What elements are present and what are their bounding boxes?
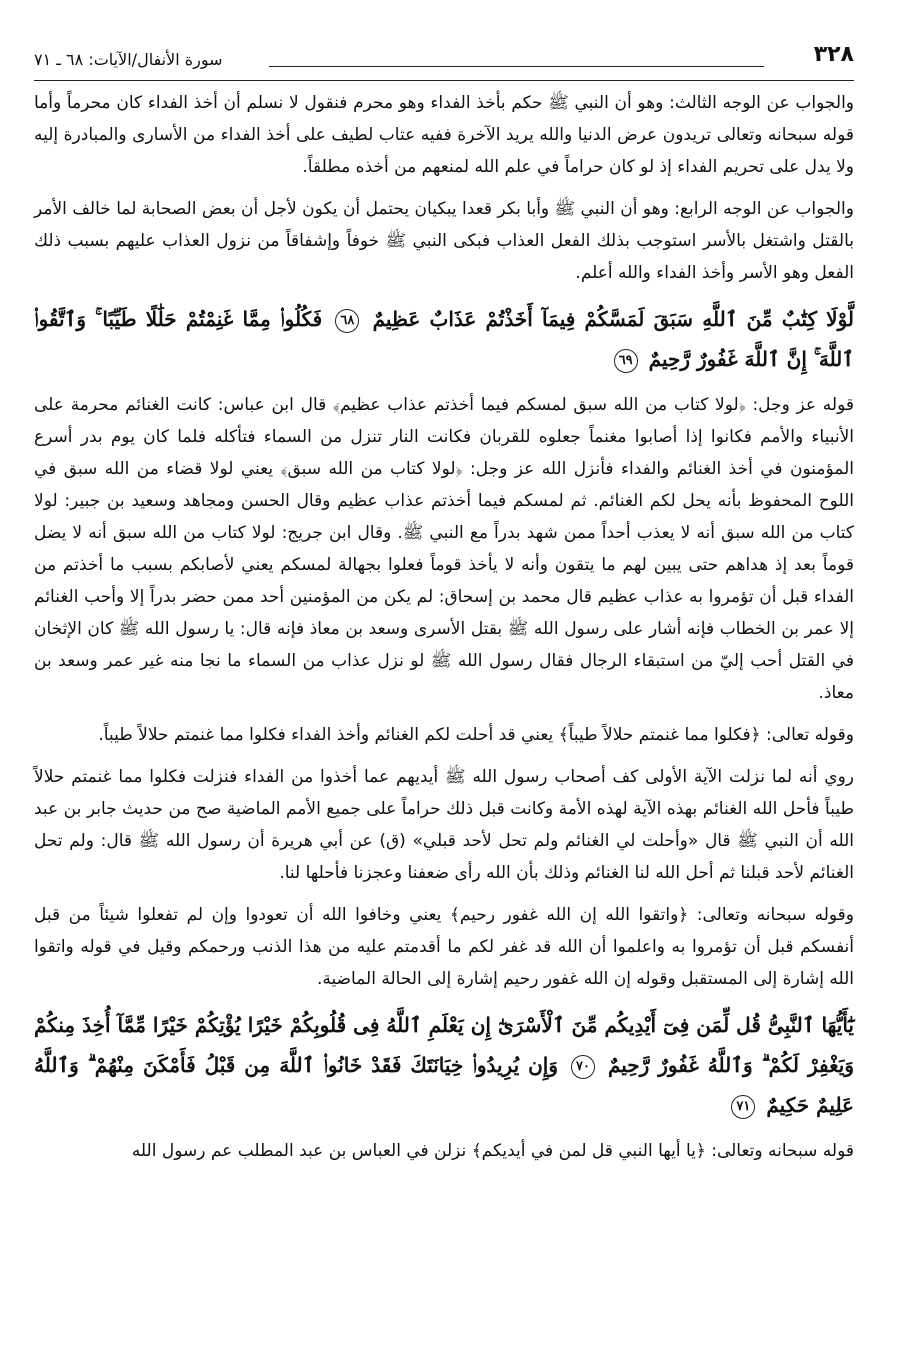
quran-verses-70-71 <box>34 1005 854 1125</box>
quran-verses-68-69 <box>34 299 854 379</box>
ayah-number-69: ٦٩ <box>614 349 638 373</box>
page-header <box>34 40 854 81</box>
quran-verse-69: فَكُلُوا۟ مِمَّا غَنِمْتُمْ حَلَٰلًا طَيِّبًا ۚ وَٱتَّقُوا۟ ٱللَّهَ ۚ إِنَّ ٱللَّهَ غَفُورٌ رَّحِيمٌ <box>34 307 854 371</box>
quran-verse-70: يَٰٓأَيُّهَا ٱلنَّبِىُّ قُل لِّمَن فِىٓ أَيْدِيكُم مِّنَ ٱلْأَسْرَىٰٓ إِن يَعْلَمِ ٱللَّهُ فِى قُلُوبِكُمْ خَيْرًا يُؤْتِكُمْ خَيْرًا مِّمَّآ أُخِذَ مِنكُمْ وَيَغْفِرْ لَكُمْ ۗ وَٱللَّهُ غَفُورٌ رَّحِيمٌ <box>34 1013 855 1077</box>
paragraph-third-answer: والجواب عن الوجه الثالث: وهو أن النبي ﷺ حكم بأخذ الفداء وهو محرم فنقول لا نسلم أن أخذ الفداء كان محرماً وأما قوله سبحانه وتعالى تريدون عرض الدنيا والله يريد الآخرة ففيه عتاب لطيف على أخذ الفداء من الأسارى والمبادرة إليه ولا يدل على تحريم الفداء إذ لو كان حراماً في علم الله لمنعهم من أخذه مطلقاً. <box>34 93 854 177</box>
ayah-number-68: ٦٨ <box>335 309 359 333</box>
quran-verse-71: وَإِن يُرِيدُوا۟ خِيَانَتَكَ فَقَدْ خَانُوا۟ ٱللَّهَ مِن قَبْلُ فَأَمْكَنَ مِنْهُمْ ۗ وَٱللَّهُ عَلِيمٌ حَكِيمٌ <box>34 1053 854 1117</box>
quran-verse-68: لَّوْلَا كِتَٰبٌ مِّنَ ٱللَّهِ سَبَقَ لَمَسَّكُمْ فِيمَآ أَخَذْتُمْ عَذَابٌ عَظِيمٌ <box>372 307 855 331</box>
paragraph-tafsir-70: قوله سبحانه وتعالى: ﴿يا أيها النبي قل لمن في أيديكم﴾ نزلن في العباس بن عبد المطلب عم رسول الله <box>131 1141 854 1161</box>
header-rule <box>269 66 764 67</box>
page-number: ٣٢٨ <box>813 42 854 67</box>
paragraph-hadith: روي أنه لما نزلت الآية الأولى كف أصحاب رسول الله ﷺ أيديهم عما أخذوا من الفداء فنزلت فكلوا مما غنمتم حلالاً طيباً فأحل الله الغنائم بهذه الآية لهذه الأمة وكانت قبل ذلك حراماً على جميع الأمم الماضية صح من حديث جابر بن عبد الله أن النبي ﷺ قال «وأحلت لي الغنائم ولم تحل لأحد قبلي» (ق) عن أبي هريرة أن رسول الله ﷺ قال: ولم تحل الغنائم لأحد قبلنا ثم أحل الله لنا الغنائم وذلك بأن الله رأى ضعفنا وعجزنا فأحلها لنا. <box>34 767 854 883</box>
page-body <box>34 87 854 1167</box>
paragraph-fourth-answer: والجواب عن الوجه الرابع: وهو أن النبي ﷺ وأبا بكر قعدا يبكيان يحتمل أن يكون لأجل أن بعض الصحابة لما خالف الأمر بالقتل واشتغل بالأسر استوجب بذلك الفعل العذاب فبكى النبي ﷺ خوفاً وإشفاقاً من نزول العذاب عليهم بسبب ذلك الفعل وهو الأسر وأخذ الفداء والله أعلم. <box>34 199 854 283</box>
ayah-number-70: ٧٠ <box>571 1055 595 1079</box>
ayah-number-71: ٧١ <box>731 1095 755 1119</box>
paragraph-tafsir-69: وقوله تعالى: ﴿فكلوا مما غنمتم حلالاً طيباً﴾ يعني قد أحلت لكم الغنائم وأخذ الفداء فكلوا مما غنمتم حلالاً طيباً. <box>98 725 854 745</box>
running-title: سورة الأنفال/الآيات: ٦٨ ـ ٧١ <box>34 50 223 69</box>
book-page <box>34 40 854 1177</box>
paragraph-tafsir-68: قوله عز وجل: ﴿لولا كتاب من الله سبق لمسكم فيما أخذتم عذاب عظيم﴾ قال ابن عباس: كانت الغنائم محرمة على الأنبياء والأمم فكانوا إذا أصابوا مغنماً جعلوه للقربان فكانت النار تنزل من السماء فتأكله فلما كان يوم بدر أسرع المؤمنون في أخذ الغنائم والفداء فأنزل الله عز وجل: ﴿لولا كتاب من الله سبق﴾ يعني لولا قضاء من الله سبق في اللوح المحفوظ بأنه يحل لكم الغنائم. ثم لمسكم فيما أخذتم عذاب عظيم وقال الحسن ومجاهد وسعيد بن جبير: لولا كتاب من الله سبق أنه لا يعذب أحداً ممن شهد بدراً مع النبي ﷺ. وقال ابن جريج: لولا كتاب من الله سبق أنه لا يضل قوماً بعد إذ هداهم حتى يبين لهم ما يتقون وأنه لا يأخذ قوماً فعلوا بجهالة لمسكم يعني لأصابكم بسبب ما أخذتم من الفداء قبل أن تؤمروا به عذاب عظيم قال محمد بن إسحاق: لم يكن من المؤمنين أحد ممن حضر بدراً إلا وأحب الغنائم إلا عمر بن الخطاب فإنه أشار على رسول الله ﷺ بقتل الأسرى وسعد بن معاذ فإنه قال: يا رسول الله ﷺ كان الإثخان في القتل أحب إليّ من استبقاء الرجال فقال رسول الله ﷺ لو نزل عذاب من السماء ما نجا منه غير عمر وسعد بن معاذ. <box>34 395 854 703</box>
paragraph-tafsir-taqwa: وقوله سبحانه وتعالى: ﴿واتقوا الله إن الله غفور رحيم﴾ يعني وخافوا الله أن تعودوا وإن لم تفعلوا شيئاً من قبل أنفسكم قبل أن تؤمروا به واعلموا أن الله قد غفر لكم ما أقدمتم عليه من هذا الذنب ورحمكم وقيل في قوله واتقوا الله إشارة إلى المستقبل وقوله إن الله غفور رحيم إشارة إلى الحالة الماضية. <box>34 905 854 989</box>
